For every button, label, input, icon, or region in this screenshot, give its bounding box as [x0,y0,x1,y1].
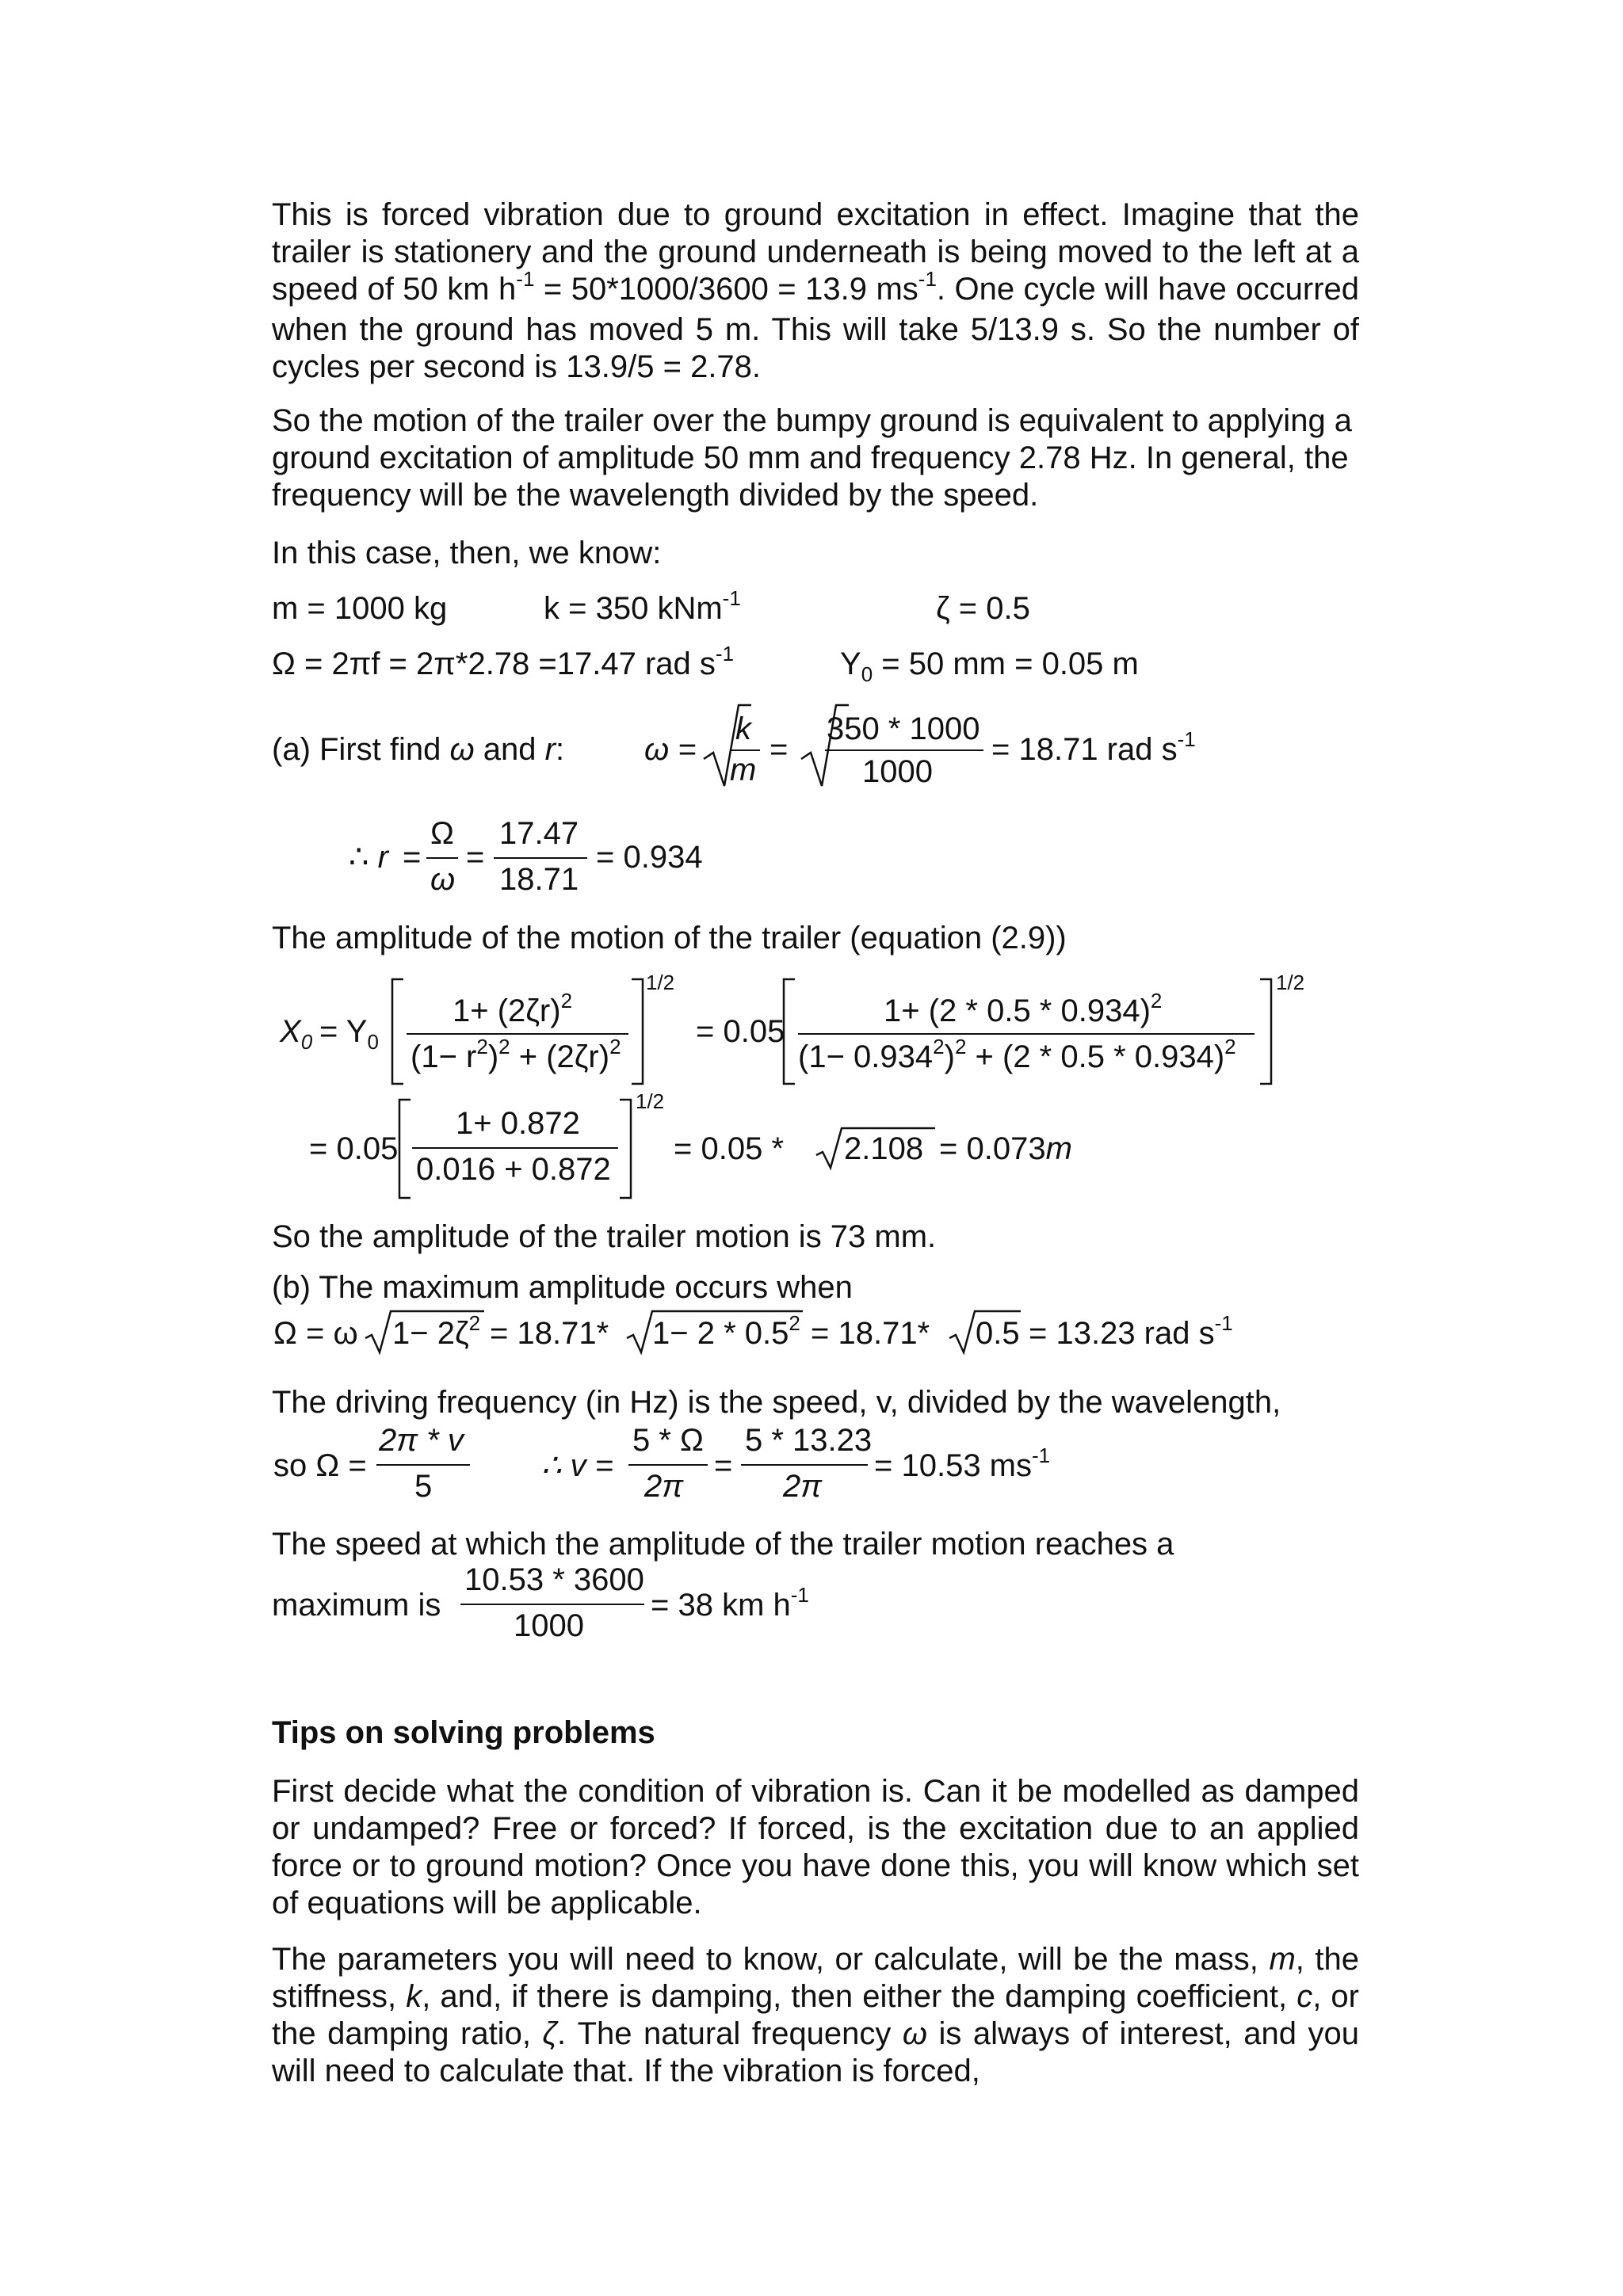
paragraph-tips-2: The parameters you will need to know, or calculate, will be the mass, m, the stiffness, k, and, if there is damping, then either the damping coefficient, c, or the damping ratio, ζ. The natural frequency ω is always of interest, and you will need to calculate that. If the vibration is forced, [272,1942,1359,2088]
equals-Y0: = $Y_0$ [319,1014,379,1054]
max-frequency-result: = 13.23 rad $s^{-1}$ [1029,1311,1233,1351]
paragraph-driving-frequency: The driving frequency (in Hz) is the speed, v, divided by the wavelength, [272,1385,1281,1420]
given-stiffness: k = 350 kNm$^{-1}$ [544,586,741,626]
fraction-denominator-m: m [730,753,757,788]
fraction-numerator: 2π * v [379,1423,464,1458]
fraction-numerator: 10.53 * 3600 [464,1562,644,1597]
equals-005: = 0.05 [696,1014,785,1049]
left-bracket [389,978,405,1085]
lead-005: = 0.05 [309,1131,399,1166]
fraction-denominator: 2π [644,1469,684,1504]
paragraph-we-know: In this case, then, we know: [272,536,662,570]
paragraph-equivalent-excitation: So the motion of the trailer over the bumpy ground is equivalent to applying a ground excitation of amplitude 50 mm and frequency 2.78 Hz. In general, the frequency will be the wavelength divided by the speed. [272,403,1353,513]
paragraph-amplitude-result: So the amplitude of the trailer motion is 73 mm. [272,1219,937,1254]
fraction-numerator-Omega: Ω [430,816,454,851]
omega-symbol: ω = [644,732,697,767]
paragraph-tips-1: First decide what the condition of vibration is. Can it be modelled as damped or undamped? Free or forced? If forced, is the excitation due to an applied force or to ground motion? Once you have done this, you will know which set of equations will be applicable. [272,1774,1359,1920]
fraction-bar [407,1033,628,1035]
left-bracket [781,978,796,1085]
so-Omega: so Ω = [273,1448,367,1483]
speed-result: = 10.53 $ms^{-1}$ [874,1444,1051,1483]
radicand-zeta: $1- 2\zeta^2$ [392,1311,481,1351]
equals-sign: = [466,840,485,875]
equation-frequency-ratio [349,816,824,903]
fraction-bar [730,749,760,751]
right-bracket [1258,978,1274,1085]
fraction-bar [628,1464,708,1466]
equals-sign: = [403,840,422,875]
fraction-bar [460,1604,644,1605]
fraction-numerator-k: k [735,711,751,746]
fraction-numerator: 17.47 [499,816,579,851]
left-bracket [396,1098,412,1199]
fraction-denominator: 1000 [514,1608,584,1643]
Omega-omega: Ω = ω [273,1316,358,1351]
equals-sign: = [714,1448,733,1483]
ratio-result: = 0.934 [596,840,703,875]
fraction-numerator: 1+ 0.872 [456,1106,580,1141]
paragraph-part-b-intro: (b) The maximum amplitude occurs when [272,1270,853,1305]
power-half: 1/2 [636,1089,665,1113]
equation-max-speed [272,1561,985,1656]
power-half: 1/2 [646,971,675,994]
equation-amplitude-evaluated [309,1089,1181,1209]
fraction-denominator: 5 [414,1469,433,1504]
fraction-numerator: 5 * 13.23 [745,1423,873,1458]
equation-amplitude-general [272,971,1381,1095]
fraction-bar [798,1033,1254,1035]
numerator-general: $1+ (2\zeta r)^2$ [453,989,573,1028]
denominator-general: $(1- r^2)^2 + (2\zeta r)^2$ [411,1035,621,1074]
amplitude-result: = 0.073m [939,1131,1072,1166]
fraction-denominator: 1000 [862,754,933,789]
right-bracket [618,1098,634,1199]
numerator-substituted: 1+ (2 * 0.5 * 0.934)$^2$ [884,989,1163,1028]
paragraph-speed-intro: The speed at which the amplitude of the trailer motion reaches a [272,1527,1174,1562]
part-a-label: (a) First find ω and r: [272,732,565,767]
fraction-denominator: 18.71 [499,862,579,897]
fraction-denominator: 0.016 + 0.872 [416,1152,611,1187]
section-heading-tips: Tips on solving problems [272,1715,655,1750]
middle-term-1: = 18.71* [490,1316,609,1351]
right-bracket [630,978,646,1085]
fraction-denominator-omega: ω [430,862,456,897]
paragraph-amplitude-intro: The amplitude of the motion of the trailer (equation (2.9)) [272,921,1067,955]
radicand-substituted: $1- 2 * 0.5^2$ [652,1311,800,1351]
fraction-numerator: 350 * 1000 [827,711,980,746]
fraction-bar [426,857,458,859]
given-driving-frequency: Ω = 2πf = 2π*2.78 =17.47 rad $s^{-1}$ [272,642,735,681]
equals-sign: = [769,732,789,767]
equation-natural-frequency [272,697,1302,800]
fraction-bar [376,1464,470,1466]
radicand: 2.108 [844,1131,924,1166]
fraction-bar [825,749,983,751]
radicand-half: 0.5 [976,1316,1020,1351]
omega-result: = 18.71 rad $s^{-1}$ [991,727,1196,767]
paragraph-ground-excitation: This is forced vibration due to ground excitation in effect. Imagine that the trailer is stationery and the ground underneath is being moved to the left at a speed of 50 km $h^{-1} = 50*1000/3600 = 13.9$ $ms^{-1}$. One cycle will have occurred when the ground has moved 5 m. This will take 5/13.9 s. So the number of cycles per second is 13.9/5 = 2.78. [272,197,1360,384]
fraction-bar [412,1147,618,1149]
max-speed-result: = 38 km $h^{-1}$ [651,1583,809,1623]
middle-term: = 0.05 * [674,1131,785,1166]
given-mass: m = 1000 kg [272,591,448,626]
equation-max-amplitude-frequency [272,1303,1381,1359]
given-damping-ratio: ζ = 0.5 [936,591,1030,626]
maximum-is: maximum is [272,1588,441,1623]
fraction-denominator: 2π [783,1469,823,1504]
therefore-r: ∴ r [349,840,388,875]
middle-term-2: = 18.71* [811,1316,930,1351]
therefore-v: ∴ v = [541,1448,614,1483]
X0-symbol: $X_0$ [280,1014,313,1054]
fraction-bar [741,1464,868,1466]
denominator-substituted: $(1- 0.934^2)^2 + (2 * 0.5 * 0.934)^2$ [798,1035,1236,1074]
fraction-numerator: 5 * Ω [632,1423,704,1458]
power-half: 1/2 [1276,971,1305,994]
equation-speed [272,1420,1302,1515]
fraction-bar [494,857,587,859]
given-ground-amplitude: $Y_0 = 50$ mm = 0.05 m [840,646,1139,686]
